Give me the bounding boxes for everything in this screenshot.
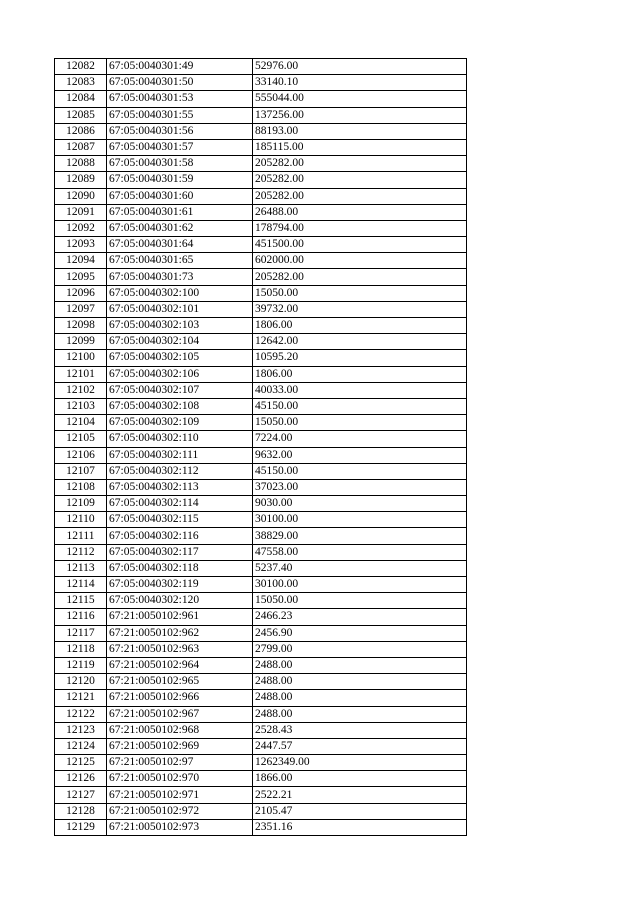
cadastral-number-cell: 67:05:0040301:60 <box>107 188 253 204</box>
value-cell: 15050.00 <box>253 285 467 301</box>
value-cell: 9030.00 <box>253 496 467 512</box>
table-row <box>55 204 467 220</box>
row-number-cell: 12109 <box>55 496 107 512</box>
cadastral-number-cell: 67:05:0040302:101 <box>107 301 253 317</box>
row-number-cell: 12086 <box>55 123 107 139</box>
table-row <box>55 803 467 819</box>
cadastral-number-cell: 67:05:0040302:112 <box>107 463 253 479</box>
row-number-cell: 12114 <box>55 577 107 593</box>
row-number-cell: 12095 <box>55 269 107 285</box>
value-cell: 30100.00 <box>253 577 467 593</box>
cadastral-number-cell: 67:05:0040301:59 <box>107 172 253 188</box>
row-number-cell: 12102 <box>55 382 107 398</box>
value-cell: 39732.00 <box>253 301 467 317</box>
table-row <box>55 253 467 269</box>
cadastral-number-cell: 67:05:0040301:64 <box>107 237 253 253</box>
table-row <box>55 123 467 139</box>
value-cell: 205282.00 <box>253 269 467 285</box>
table-row <box>55 674 467 690</box>
row-number-cell: 12097 <box>55 301 107 317</box>
cadastral-number-cell: 67:05:0040302:106 <box>107 366 253 382</box>
value-cell: 15050.00 <box>253 593 467 609</box>
row-number-cell: 12111 <box>55 528 107 544</box>
value-cell: 40033.00 <box>253 382 467 398</box>
cadastral-number-cell: 67:05:0040302:116 <box>107 528 253 544</box>
value-cell: 2528.43 <box>253 722 467 738</box>
table-row <box>55 479 467 495</box>
value-cell: 2351.16 <box>253 819 467 835</box>
value-cell: 602000.00 <box>253 253 467 269</box>
row-number-cell: 12123 <box>55 722 107 738</box>
value-cell: 52976.00 <box>253 59 467 75</box>
cadastral-number-cell: 67:05:0040301:49 <box>107 59 253 75</box>
table-row <box>55 334 467 350</box>
cadastral-number-cell: 67:05:0040301:50 <box>107 75 253 91</box>
table-row <box>55 528 467 544</box>
table-row <box>55 188 467 204</box>
table-row <box>55 382 467 398</box>
row-number-cell: 12128 <box>55 803 107 819</box>
cadastral-number-cell: 67:05:0040302:118 <box>107 560 253 576</box>
row-number-cell: 12084 <box>55 91 107 107</box>
row-number-cell: 12129 <box>55 819 107 835</box>
cadastral-number-cell: 67:05:0040302:103 <box>107 318 253 334</box>
cadastral-number-cell: 67:05:0040302:115 <box>107 512 253 528</box>
value-cell: 178794.00 <box>253 220 467 236</box>
cadastral-number-cell: 67:21:0050102:968 <box>107 722 253 738</box>
cadastral-number-cell: 67:05:0040301:58 <box>107 156 253 172</box>
table-row <box>55 722 467 738</box>
row-number-cell: 12126 <box>55 771 107 787</box>
table-row <box>55 657 467 673</box>
row-number-cell: 12105 <box>55 431 107 447</box>
cadastral-number-cell: 67:05:0040302:105 <box>107 350 253 366</box>
row-number-cell: 12104 <box>55 415 107 431</box>
cadastral-number-cell: 67:21:0050102:97 <box>107 755 253 771</box>
table-row <box>55 771 467 787</box>
table-row <box>55 463 467 479</box>
table-row <box>55 415 467 431</box>
row-number-cell: 12118 <box>55 641 107 657</box>
row-number-cell: 12093 <box>55 237 107 253</box>
table-row <box>55 625 467 641</box>
row-number-cell: 12083 <box>55 75 107 91</box>
value-cell: 1262349.00 <box>253 755 467 771</box>
row-number-cell: 12112 <box>55 544 107 560</box>
table-row <box>55 59 467 75</box>
row-number-cell: 12108 <box>55 479 107 495</box>
row-number-cell: 12087 <box>55 139 107 155</box>
cadastral-number-cell: 67:21:0050102:971 <box>107 787 253 803</box>
value-cell: 26488.00 <box>253 204 467 220</box>
table-row <box>55 496 467 512</box>
cadastral-number-cell: 67:05:0040302:108 <box>107 398 253 414</box>
value-cell: 205282.00 <box>253 188 467 204</box>
value-cell: 88193.00 <box>253 123 467 139</box>
table-row <box>55 172 467 188</box>
row-number-cell: 12100 <box>55 350 107 366</box>
value-cell: 1806.00 <box>253 366 467 382</box>
value-cell: 45150.00 <box>253 398 467 414</box>
data-table <box>54 58 467 836</box>
cadastral-number-cell: 67:05:0040302:107 <box>107 382 253 398</box>
table-row <box>55 609 467 625</box>
value-cell: 33140.10 <box>253 75 467 91</box>
table-row <box>55 577 467 593</box>
value-cell: 2488.00 <box>253 706 467 722</box>
cadastral-number-cell: 67:05:0040302:104 <box>107 334 253 350</box>
table-row <box>55 285 467 301</box>
row-number-cell: 12107 <box>55 463 107 479</box>
row-number-cell: 12092 <box>55 220 107 236</box>
row-number-cell: 12127 <box>55 787 107 803</box>
table-row <box>55 350 467 366</box>
row-number-cell: 12124 <box>55 738 107 754</box>
row-number-cell: 12082 <box>55 59 107 75</box>
table-row <box>55 107 467 123</box>
value-cell: 205282.00 <box>253 156 467 172</box>
row-number-cell: 12091 <box>55 204 107 220</box>
value-cell: 205282.00 <box>253 172 467 188</box>
cadastral-number-cell: 67:05:0040302:114 <box>107 496 253 512</box>
value-cell: 2105.47 <box>253 803 467 819</box>
cadastral-number-cell: 67:05:0040302:120 <box>107 593 253 609</box>
value-cell: 185115.00 <box>253 139 467 155</box>
value-cell: 2466.23 <box>253 609 467 625</box>
table-row <box>55 706 467 722</box>
table-row <box>55 156 467 172</box>
cadastral-number-cell: 67:05:0040302:100 <box>107 285 253 301</box>
table-row <box>55 544 467 560</box>
cadastral-number-cell: 67:05:0040302:109 <box>107 415 253 431</box>
cadastral-number-cell: 67:21:0050102:964 <box>107 657 253 673</box>
row-number-cell: 12096 <box>55 285 107 301</box>
row-number-cell: 12094 <box>55 253 107 269</box>
value-cell: 2522.21 <box>253 787 467 803</box>
table-body <box>55 59 467 836</box>
cadastral-number-cell: 67:05:0040302:113 <box>107 479 253 495</box>
table-row <box>55 398 467 414</box>
value-cell: 555044.00 <box>253 91 467 107</box>
cadastral-number-cell: 67:21:0050102:963 <box>107 641 253 657</box>
value-cell: 2799.00 <box>253 641 467 657</box>
cadastral-number-cell: 67:05:0040301:57 <box>107 139 253 155</box>
table-row <box>55 139 467 155</box>
cadastral-number-cell: 67:05:0040301:53 <box>107 91 253 107</box>
table-row <box>55 819 467 835</box>
row-number-cell: 12120 <box>55 674 107 690</box>
row-number-cell: 12125 <box>55 755 107 771</box>
cadastral-number-cell: 67:21:0050102:966 <box>107 690 253 706</box>
table-row <box>55 91 467 107</box>
row-number-cell: 12115 <box>55 593 107 609</box>
cadastral-number-cell: 67:21:0050102:965 <box>107 674 253 690</box>
value-cell: 9632.00 <box>253 447 467 463</box>
value-cell: 15050.00 <box>253 415 467 431</box>
row-number-cell: 12088 <box>55 156 107 172</box>
value-cell: 45150.00 <box>253 463 467 479</box>
value-cell: 5237.40 <box>253 560 467 576</box>
row-number-cell: 12099 <box>55 334 107 350</box>
table-row <box>55 447 467 463</box>
cadastral-number-cell: 67:05:0040301:62 <box>107 220 253 236</box>
cadastral-number-cell: 67:05:0040301:56 <box>107 123 253 139</box>
row-number-cell: 12090 <box>55 188 107 204</box>
cadastral-number-cell: 67:05:0040301:73 <box>107 269 253 285</box>
row-number-cell: 12106 <box>55 447 107 463</box>
table-row <box>55 318 467 334</box>
value-cell: 10595.20 <box>253 350 467 366</box>
row-number-cell: 12113 <box>55 560 107 576</box>
cadastral-number-cell: 67:21:0050102:973 <box>107 819 253 835</box>
row-number-cell: 12119 <box>55 657 107 673</box>
row-number-cell: 12122 <box>55 706 107 722</box>
value-cell: 451500.00 <box>253 237 467 253</box>
value-cell: 2488.00 <box>253 690 467 706</box>
cadastral-number-cell: 67:21:0050102:967 <box>107 706 253 722</box>
cadastral-number-cell: 67:21:0050102:972 <box>107 803 253 819</box>
table-row <box>55 641 467 657</box>
value-cell: 137256.00 <box>253 107 467 123</box>
row-number-cell: 12085 <box>55 107 107 123</box>
table-row <box>55 431 467 447</box>
row-number-cell: 12117 <box>55 625 107 641</box>
row-number-cell: 12101 <box>55 366 107 382</box>
table-row <box>55 593 467 609</box>
value-cell: 12642.00 <box>253 334 467 350</box>
value-cell: 38829.00 <box>253 528 467 544</box>
cadastral-number-cell: 67:05:0040302:119 <box>107 577 253 593</box>
cadastral-number-cell: 67:21:0050102:961 <box>107 609 253 625</box>
row-number-cell: 12121 <box>55 690 107 706</box>
row-number-cell: 12116 <box>55 609 107 625</box>
value-cell: 1806.00 <box>253 318 467 334</box>
table-row <box>55 301 467 317</box>
cadastral-number-cell: 67:05:0040301:65 <box>107 253 253 269</box>
value-cell: 37023.00 <box>253 479 467 495</box>
cadastral-number-cell: 67:21:0050102:970 <box>107 771 253 787</box>
cadastral-number-cell: 67:21:0050102:969 <box>107 738 253 754</box>
value-cell: 1866.00 <box>253 771 467 787</box>
cadastral-number-cell: 67:05:0040302:110 <box>107 431 253 447</box>
table-row <box>55 75 467 91</box>
value-cell: 2488.00 <box>253 674 467 690</box>
table-row <box>55 755 467 771</box>
row-number-cell: 12110 <box>55 512 107 528</box>
table-row <box>55 220 467 236</box>
cadastral-number-cell: 67:05:0040301:61 <box>107 204 253 220</box>
cadastral-number-cell: 67:05:0040302:117 <box>107 544 253 560</box>
value-cell: 7224.00 <box>253 431 467 447</box>
table-row <box>55 512 467 528</box>
value-cell: 2488.00 <box>253 657 467 673</box>
value-cell: 2456.90 <box>253 625 467 641</box>
table-row <box>55 366 467 382</box>
row-number-cell: 12089 <box>55 172 107 188</box>
table-row <box>55 269 467 285</box>
table-row <box>55 237 467 253</box>
row-number-cell: 12098 <box>55 318 107 334</box>
table-row <box>55 787 467 803</box>
cadastral-number-cell: 67:05:0040302:111 <box>107 447 253 463</box>
cadastral-number-cell: 67:21:0050102:962 <box>107 625 253 641</box>
table-row <box>55 738 467 754</box>
value-cell: 30100.00 <box>253 512 467 528</box>
table-row <box>55 560 467 576</box>
value-cell: 2447.57 <box>253 738 467 754</box>
table-row <box>55 690 467 706</box>
row-number-cell: 12103 <box>55 398 107 414</box>
cadastral-number-cell: 67:05:0040301:55 <box>107 107 253 123</box>
value-cell: 47558.00 <box>253 544 467 560</box>
